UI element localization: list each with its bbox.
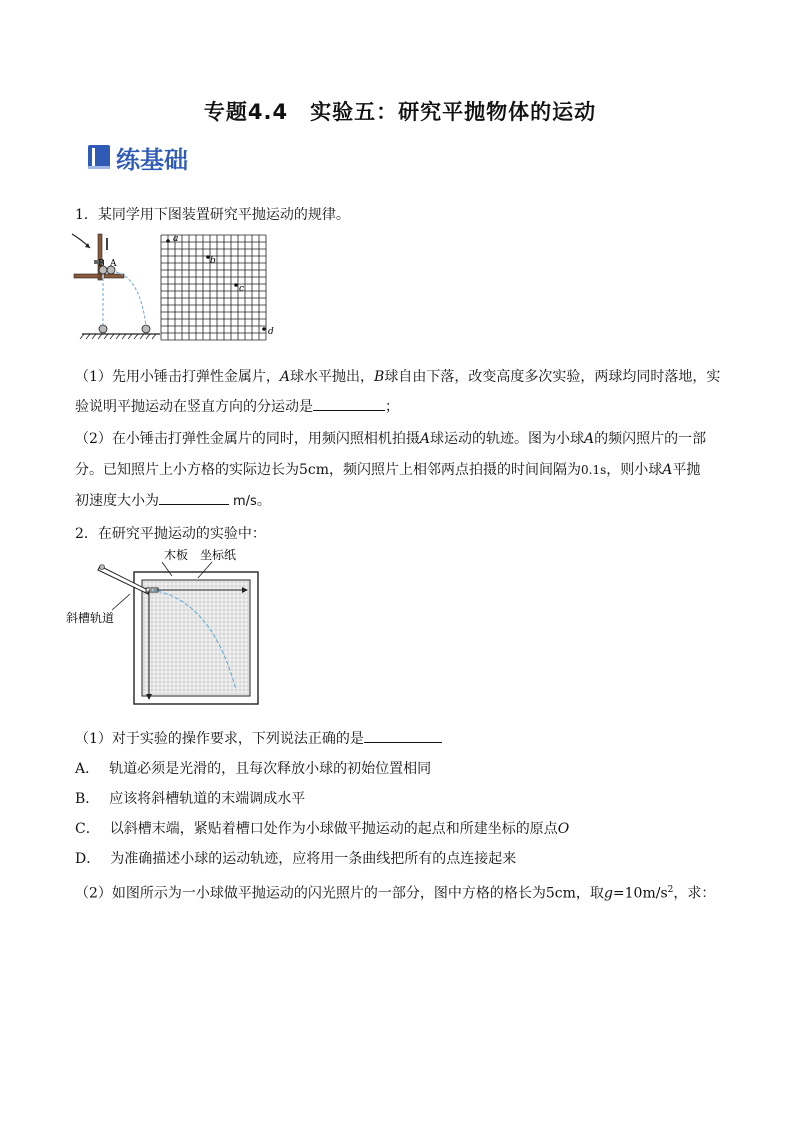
ball-a-label: A — [110, 259, 117, 269]
q2-apparatus-figure — [62, 548, 272, 710]
answer-blank-1[interactable] — [313, 396, 385, 411]
q1-part2-line1: （2）在小锤击打弹性金属片的同时，用频闪照相机拍摄A球运动的轨迹。图为小球A的频闪照片的一部 — [75, 431, 707, 447]
section-header — [88, 140, 188, 174]
point-d — [262, 327, 266, 331]
q2-part1: （1）对于实验的操作要求，下列说法正确的是 — [75, 728, 442, 750]
q2-option-d: D． 为准确描述小球的运动轨迹，应将用一条曲线把所有的点连接起来 — [75, 851, 517, 867]
point-a-label: a — [173, 234, 179, 244]
ball-b-label: B — [98, 259, 105, 269]
track-label: 斜槽轨道 — [66, 611, 115, 625]
projectile-path — [116, 272, 146, 326]
page-title: 专题4.4 实验五：研究平抛物体的运动 — [203, 100, 597, 124]
q1-part2-line2: 分。已知照片上小方格的实际边长为5cm，频闪照片上相邻两点拍摄的时间间隔为0.1s，则小球A平抛 — [75, 462, 701, 478]
q2-option-a: A． 轨道必须是光滑的，且每次释放小球的初始位置相同 — [75, 761, 432, 777]
q1-part2-line3: 初速度大小为 m/s。 — [75, 490, 271, 513]
point-b-label: b — [210, 256, 216, 266]
point-d-label: d — [268, 327, 274, 337]
answer-blank-3[interactable] — [364, 728, 442, 743]
book-icon — [88, 145, 110, 169]
q2-stem: 2．在研究平抛运动的实验中： — [75, 526, 266, 542]
q2-option-c: C． 以斜槽末端，紧贴着槽口处作为小球做平抛运动的起点和所建坐标的原点O — [75, 821, 570, 837]
section-label: 练基础 — [116, 145, 188, 174]
q1-part1-line1: （1）先用小锤击打弹性金属片，A球水平抛出，B球自由下落，改变高度多次实验，两球均同时落地，实 — [75, 369, 721, 385]
point-a — [166, 239, 170, 243]
point-c-label: c — [239, 284, 245, 294]
point-c — [234, 283, 238, 287]
board-label: 木板 — [164, 548, 189, 562]
q1-apparatus-figure — [68, 230, 168, 342]
answer-blank-2[interactable] — [159, 490, 229, 505]
q1-strobe-grid — [158, 232, 282, 344]
q2-option-b: B． 应该将斜槽轨道的末端调成水平 — [75, 791, 306, 807]
q1-stem: 1．某同学用下图装置研究平抛运动的规律。 — [75, 207, 350, 223]
q2-part2: （2）如图所示为一小球做平抛运动的闪光照片的一部分，图中方格的格长为5cm，取$g=10m/s^2$，求： — [75, 885, 716, 902]
paper-label: 坐标纸 — [200, 548, 237, 562]
q1-part1-line2: 验说明平抛运动在竖直方向的分运动是 ； — [75, 396, 399, 418]
